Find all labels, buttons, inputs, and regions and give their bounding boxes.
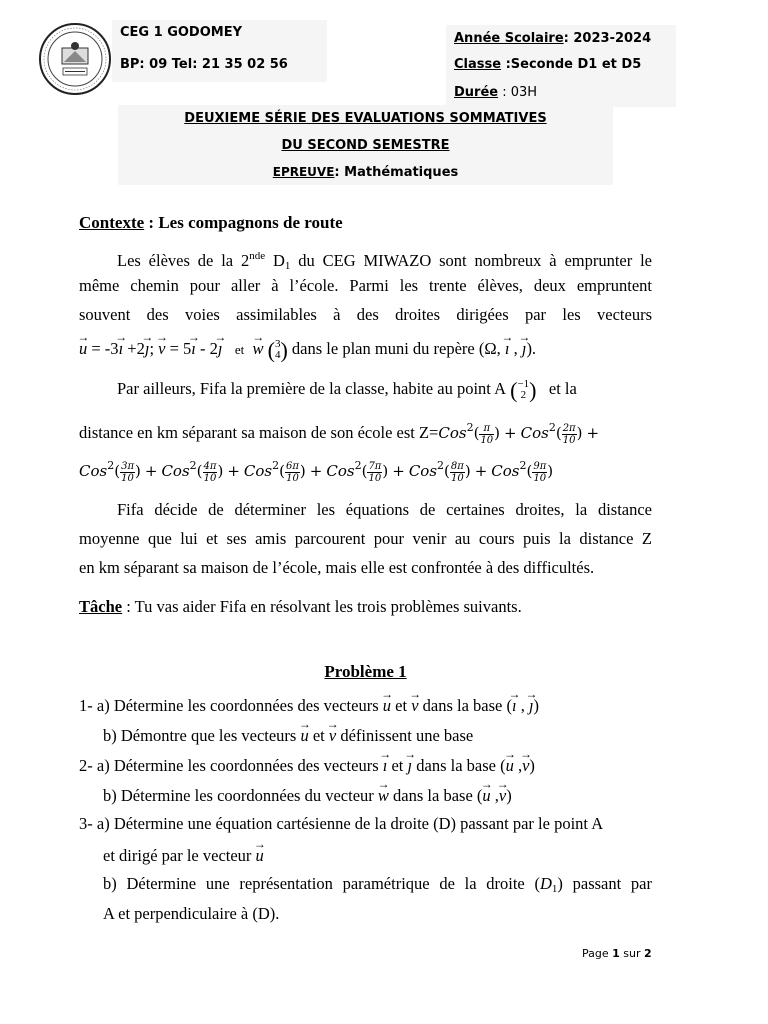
q3a-line2: et dirigé par le vecteur → u: [103, 839, 264, 870]
school-year: [454, 31, 651, 46]
q3b-line2: A et perpendiculaire à (D).: [103, 904, 280, 923]
angle-fraction: $\frac{\pi}{10}$: [480, 422, 494, 446]
z-first-terms: Cos$^2$( $\frac{\pi}{10}$ ) + Cos$^2$( $\frac{2\pi}{10}$ ) +: [438, 421, 600, 446]
school-year-label: Année Scolaire: [454, 31, 564, 46]
context-p3-line1: Fifa décide de déterminer les équations de certaines droites, la distance: [117, 500, 652, 519]
z-remaining-terms: Cos$^2$( $\frac{3\pi}{10}$ ) + Cos$^2$( $\frac{4\pi}{10}$ ) + Cos$^2$( $\frac{6\pi}{10}$ ) + Cos$^2$( $\frac{7\pi}{10}$ ) + Cos$^2$( $\frac{8\pi}{10}$ ) + Cos$^2$( $\frac{9\pi}{10}$ ): [79, 459, 554, 484]
q3a-line1: 3- a) Détermine une équation cartésienne de la droite (D) passant par le point A: [79, 814, 604, 833]
duration-value: : 03H: [498, 85, 538, 100]
cos-squared-term: Cos$^2$( $\frac{3\pi}{10}$ ): [79, 459, 141, 484]
angle-fraction: $\frac{4\pi}{10}$: [203, 460, 217, 484]
cos-squared-term: Cos$^2$( $\frac{8\pi}{10}$ ): [408, 459, 471, 484]
subject-value: : Mathématiques: [334, 165, 459, 180]
school-logo: [38, 22, 112, 96]
angle-fraction: $\frac{8\pi}{10}$: [450, 460, 464, 484]
task-label: Tâche: [79, 597, 123, 616]
context-p3-line2: moyenne que lui et ses amis parcourent pour venir au cours puis la distance Z: [79, 529, 652, 548]
context-p1-line1: Les élèves de la 2nde $D_1$ du CEG MIWAZO sont nombreux à emprunter le: [117, 250, 653, 272]
cos-squared-term: Cos$^2$( $\frac{2\pi}{10}$ ): [520, 421, 583, 446]
class-label: Classe: [454, 57, 502, 72]
class-info: [454, 57, 641, 72]
cos-squared-term: Cos$^2$( $\frac{7\pi}{10}$ ): [326, 459, 389, 484]
duration-label: Durée: [454, 85, 499, 100]
context-p1-line4: → u = -3→ ı +2→ ȷ; → v = 5→ ı - 2→ ȷ et → w ( 3 4 ) dans le plan muni du repère (Ω, → ı , → ȷ).: [79, 332, 536, 365]
context-title: : Les compagnons de route: [144, 213, 343, 232]
q1a: 1- a) Détermine les coordonnées des vecteurs → u et → v dans la base (→ ı , → ȷ): [79, 689, 539, 720]
school-name: CEG 1 GODOMEY: [120, 25, 242, 40]
context-label: Contexte: [79, 213, 145, 232]
cos-squared-term: Cos$^2$( $\frac{6\pi}{10}$ ): [243, 459, 306, 484]
context-p2-line3: [79, 451, 553, 486]
context-heading: [79, 208, 343, 237]
duration-info: [454, 85, 537, 100]
angle-fraction: $\frac{6\pi}{10}$: [285, 460, 299, 484]
exam-title-line1: DEUXIEME SÉRIE DES EVALUATIONS SOMMATIVES: [184, 111, 547, 126]
q3b-line1: b) Détermine une représentation paramétrique de la droite $(D_1)$ passant par: [103, 874, 652, 895]
task-text: : Tu vas aider Fifa en résolvant les trois problèmes suivants.: [122, 597, 522, 616]
q2b: b) Détermine les coordonnées du vecteur → w dans la base (→ u ,→ v): [103, 779, 512, 810]
task-line: [79, 592, 522, 621]
angle-fraction: $\frac{9\pi}{10}$: [533, 460, 547, 484]
context-p1-line3: souvent des voies assimilables à des droites dirigées par les vecteurs: [79, 305, 652, 324]
cos-squared-term: Cos$^2$( $\frac{9\pi}{10}$ ): [491, 459, 554, 484]
problem1-title: Problème 1: [324, 662, 407, 681]
context-p2-line1: Par ailleurs, Fifa la première de la classe, habite au point A ( −1 2 ) et la: [117, 377, 577, 403]
context-p1-line2: même chemin pour aller à l’école. Parmi les trente élèves, deux empruntent: [79, 276, 652, 295]
subject-label: EPREUVE: [272, 165, 335, 179]
angle-fraction: $\frac{3\pi}{10}$: [121, 460, 135, 484]
q2a: 2- a) Détermine les coordonnées des vecteurs → ı et → ȷ dans la base (→ u ,→ v): [79, 749, 535, 780]
context-p2-line2: distance en km séparant sa maison de son école est Z=Cos$^2$( $\frac{\pi}{10}$ ) + Cos$^2$( $\frac{2\pi}{10}$ ) +: [79, 413, 603, 448]
q1b: b) Démontre que les vecteurs → u et → v définissent une base: [103, 719, 473, 750]
angle-fraction: $\frac{2\pi}{10}$: [562, 422, 576, 446]
school-year-value: : 2023-2024: [563, 31, 652, 46]
class-value: :Seconde D1 et D5: [501, 57, 642, 72]
a-coordinates: −1 2: [517, 378, 530, 402]
context-p3-line3: en km séparant sa maison de l’école, mais elle est confrontée à des difficultés.: [79, 558, 595, 577]
page-number: Page 1 sur 2: [582, 947, 652, 960]
w-coordinates: 3 4: [274, 338, 281, 362]
exam-title-line2: DU SECOND SEMESTRE: [281, 138, 450, 153]
exam-subject: [118, 165, 613, 180]
cos-squared-term: Cos$^2$( $\frac{\pi}{10}$ ): [438, 421, 501, 446]
cos-squared-term: Cos$^2$( $\frac{4\pi}{10}$ ): [161, 459, 224, 484]
school-contact: BP: 09 Tel: 21 35 02 56: [120, 57, 288, 72]
angle-fraction: $\frac{7\pi}{10}$: [368, 460, 382, 484]
